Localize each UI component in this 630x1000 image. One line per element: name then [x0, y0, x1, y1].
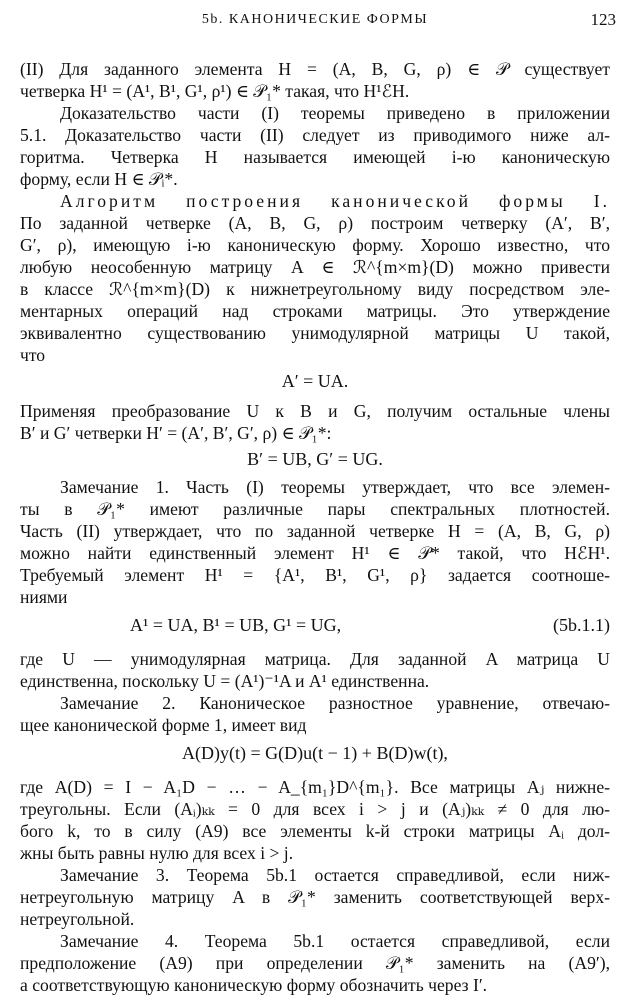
text-line: Применяя преобразование U к B и G, получим остальные члены [20, 401, 610, 421]
text-line: форму, если H ∈ 𝒫ᵢ*. [20, 169, 178, 189]
section-heading: Алгоритм построения канонической формы I. [60, 191, 610, 211]
text-line: (II) Для заданного элемента H = (A, B, G, ρ) ∈ 𝒫 существует [20, 59, 610, 79]
remark-line: Замечание 4. Теорема 5b.1 остается справедливой, если [60, 931, 610, 951]
text-line: единственна, поскольку U = (A¹)⁻¹A и A¹ единственна. [20, 671, 430, 691]
text-line: По заданной четверке (A, B, G, ρ) построим четверку (A′, B′, [20, 213, 610, 233]
text-line: нетреугольной. [20, 909, 135, 929]
text-line: в классе ℛ^{m×m}(D) к нижнетреугольному виду посредством эле- [20, 279, 610, 299]
page-header [0, 8, 630, 32]
remark-line: Замечание 1. Часть (I) теоремы утверждает, что все элемен- [60, 477, 610, 497]
text-line: Часть (II) утверждает, что по заданной четверке H = (A, B, G, ρ) [20, 521, 610, 541]
remark-line: Замечание 2. Каноническое разностное уравнение, отвечаю- [60, 693, 610, 713]
text-line: что [20, 345, 46, 365]
text-line: горитма. Четверка H называется имеющей i-ю каноническую [20, 147, 610, 167]
text-line: эквивалентно существованию унимодулярной матрицы U такой, [20, 323, 610, 343]
text-line: любую неособенную матрицу A ∈ ℛ^{m×m}(D) можно привести [20, 257, 610, 277]
text-line: Требуемый элемент H¹ = {A¹, B¹, G¹, ρ} задается соотноше- [20, 565, 610, 585]
text-line: бого k, то в силу (A9) все элементы k-й строки матрицы Aᵢ дол- [20, 821, 610, 841]
equation-body: A¹ = UA, B¹ = UB, G¹ = UG, [130, 615, 342, 635]
text-line: где U — унимодулярная матрица. Для заданной A матрица U [20, 649, 610, 669]
text-line: нетреугольную матрицу A в 𝒫₁* заменить соответствующей верх- [20, 887, 610, 907]
running-head: 5b. КАНОНИЧЕСКИЕ ФОРМЫ [201, 12, 429, 27]
text-line: Доказательство части (I) теоремы приведено в приложении [60, 103, 610, 123]
page-number: 123 [590, 10, 616, 29]
remark-line: Замечание 3. Теорема 5b.1 остается справедливой, если ниж- [60, 865, 610, 885]
equation: B′ = UB, G′ = UG. [247, 449, 383, 469]
text-line: треугольны. Если (Aᵢ)ₖₖ = 0 для всех i > j и (Aⱼ)ₖₖ ≠ 0 для лю- [20, 799, 610, 819]
text-line: четверка H¹ = (A¹, B¹, G¹, ρ¹) ∈ 𝒫₁* такая, что H¹ℰH. [20, 81, 410, 101]
text-line: где A(D) = I − A₁D − … − A_{m₁}D^{m₁}. Все матрицы Aⱼ нижне- [20, 777, 610, 797]
text-line: ниями [20, 587, 68, 607]
equation-number: (5b.1.1) [553, 615, 610, 635]
text-line: B′ и G′ четверки H′ = (A′, B′, G′, ρ) ∈ 𝒫₁*: [20, 423, 332, 443]
equation: A(D)y(t) = G(D)u(t − 1) + B(D)w(t), [182, 743, 448, 763]
text-line: ментарных операций над строками матрицы. Это утверждение [20, 301, 610, 321]
text-line: ты в 𝒫₁* имеют различные пары спектральных плотностей. [20, 499, 610, 519]
text-line: жны быть равны нулю для всех i > j. [20, 843, 294, 863]
text-line: а соответствующую каноническую форму обозначить через I′. [20, 975, 488, 995]
text-line: щее канонической форме 1, имеет вид [20, 715, 307, 735]
text-line: 5.1. Доказательство части (II) следует из приводимого ниже ал- [20, 125, 610, 145]
text-line: предположение (A9) при определении 𝒫₁* заменить на (A9′), [20, 953, 610, 973]
text-line: можно найти единственный элемент H¹ ∈ 𝒫* такой, что HℰH¹. [20, 543, 610, 563]
equation: A′ = UA. [281, 371, 349, 391]
text-line: G′, ρ), имеющую i-ю каноническую форму. Хорошо известно, что [20, 235, 610, 255]
